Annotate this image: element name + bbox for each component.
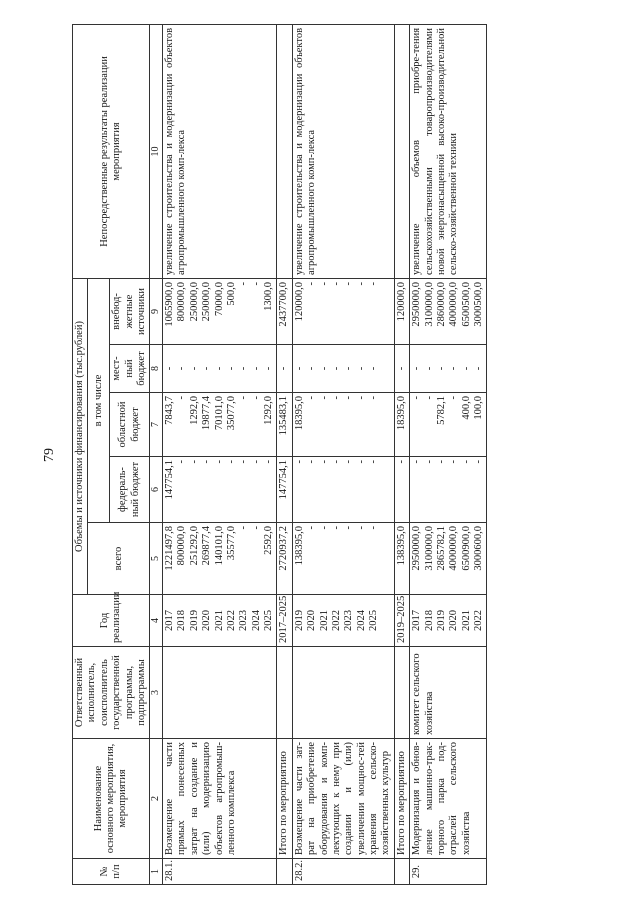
- row-local: [394, 345, 409, 393]
- row-federal: [394, 457, 409, 523]
- row-years-value: 2022: [330, 610, 342, 631]
- row-total-value: -: [368, 526, 380, 530]
- row-offbudget: [394, 278, 409, 344]
- row-local-value: -: [330, 366, 342, 371]
- column-number: 1: [150, 859, 163, 885]
- row-federal-value: -: [201, 460, 213, 464]
- header-regional: областной бюджет: [110, 393, 150, 457]
- row-no: 29.: [410, 859, 487, 885]
- header-total: всего: [88, 523, 150, 595]
- column-number: 8: [150, 345, 163, 393]
- row-regional-value: 70101,0: [213, 396, 225, 431]
- row-total: [277, 523, 292, 595]
- row-offbudget-value: 120000,0: [293, 281, 305, 322]
- column-number: 9: [150, 278, 163, 344]
- row-local-value: -: [293, 366, 305, 371]
- row-no: 28.1.: [163, 859, 277, 885]
- row-regional-value: 5782,1: [435, 396, 447, 425]
- row-no: [277, 859, 292, 885]
- row-name: Модернизация и обнов-ление машинно-трак-торного парка под-отраслей сельского хозяйства: [410, 739, 487, 859]
- row-regional-value: -: [306, 396, 318, 400]
- row-regional-value: 100,0: [473, 396, 485, 420]
- row-responsible: [292, 647, 394, 739]
- row-years-value: 2025: [368, 610, 380, 631]
- row-local-value: -: [411, 366, 423, 371]
- column-number: 4: [150, 595, 163, 647]
- column-number: 3: [150, 647, 163, 739]
- row-responsible: [394, 647, 409, 739]
- header-year: Год реализации: [73, 595, 150, 647]
- row-total-value: -: [343, 526, 355, 530]
- row-local-value: -: [263, 366, 275, 371]
- row-local: [163, 345, 277, 393]
- row-years-value: 2019: [293, 610, 305, 631]
- financing-table: [72, 24, 487, 885]
- row-local-value: -: [188, 366, 200, 371]
- row-years-value: 2018: [176, 610, 188, 631]
- column-number: 5: [150, 523, 163, 595]
- row-total-value: -: [238, 526, 250, 530]
- row-total-value: 6500900,0: [460, 526, 472, 571]
- header-results: Непосредственные результаты реализации мероприятия: [73, 24, 150, 278]
- row-years: [410, 595, 487, 647]
- row-years-value: 2020: [448, 610, 460, 631]
- header-volumes: Объемы и источники финансирования (тыс.рублей): [73, 278, 88, 594]
- row-regional-value: -: [355, 396, 367, 400]
- row-result: увеличение строительства и модернизации объектов агропромышленного комп-лекса: [292, 24, 394, 278]
- row-regional-value: -: [330, 396, 342, 400]
- column-number: 6: [150, 457, 163, 523]
- row-years-value: 2021: [318, 610, 330, 631]
- row-regional-value: -: [318, 396, 330, 400]
- row-federal-value: -: [306, 460, 318, 464]
- row-total-value: 2865782,1: [435, 526, 447, 571]
- row-offbudget-value: 2860000,0: [435, 281, 447, 327]
- row-years-value: 2023: [343, 610, 355, 631]
- row-regional-value: -: [423, 396, 435, 400]
- row-local: [277, 345, 292, 393]
- row-local: [292, 345, 394, 393]
- row-total-value: 2592,0: [263, 526, 275, 555]
- row-regional-value: 400,0: [460, 396, 472, 420]
- row-federal-value: -: [448, 460, 460, 464]
- row-local-value: -: [343, 366, 355, 371]
- row-local-value: -: [278, 366, 290, 371]
- row-regional-value: 18395,0: [293, 396, 305, 431]
- row-years-value: 2019–2025: [395, 595, 407, 643]
- row-years-value: 2019: [188, 610, 200, 631]
- row-years-value: 2017: [411, 610, 423, 631]
- row-years-value: 2025: [263, 610, 275, 631]
- table-row: [410, 24, 487, 884]
- row-regional-value: -: [176, 396, 188, 400]
- row-local-value: -: [213, 366, 225, 371]
- row-years: [163, 595, 277, 647]
- row-federal-value: -: [435, 460, 447, 464]
- row-federal-value: -: [188, 460, 200, 464]
- row-offbudget-value: -: [306, 281, 318, 286]
- table-row: [394, 24, 409, 884]
- row-federal-value: -: [225, 460, 237, 464]
- table-row: [292, 24, 394, 884]
- row-offbudget: [292, 278, 394, 344]
- row-no: [394, 859, 409, 885]
- row-federal-value: -: [343, 460, 355, 464]
- row-total-value: -: [250, 526, 262, 530]
- row-federal-value: -: [293, 460, 305, 464]
- row-local-value: -: [423, 366, 435, 371]
- row-total-value: 138395,0: [395, 526, 407, 566]
- rotated-table-area: [72, 25, 620, 885]
- row-result: увеличение объемов приобре-тения сельскохозяйственными товаропроизводителями новой энергонасыщенной высоко-производительной сельско-хозяйственной техники: [410, 24, 487, 278]
- row-local-value: -: [306, 366, 318, 371]
- row-offbudget-value: -: [368, 281, 380, 286]
- row-total-value: 1221497,8: [164, 526, 176, 571]
- row-local-value: -: [176, 366, 188, 371]
- row-responsible: комитет сельского хозяйства: [410, 647, 487, 739]
- row-federal-value: -: [368, 460, 380, 464]
- header-federal: федераль-ный бюджет: [110, 457, 150, 523]
- row-regional-value: -: [411, 396, 423, 400]
- row-offbudget: [410, 278, 487, 344]
- row-federal-value: -: [411, 460, 423, 464]
- header-name: Наименование основного мероприятия, мероприятия: [73, 739, 150, 859]
- row-local-value: -: [250, 366, 262, 371]
- row-local-value: -: [225, 366, 237, 371]
- row-local-value: -: [473, 366, 485, 371]
- row-regional-value: 35077,0: [225, 396, 237, 431]
- row-total-value: -: [318, 526, 330, 530]
- row-offbudget-value: -: [250, 281, 262, 286]
- row-total: [163, 523, 277, 595]
- row-offbudget-value: 1065900,0: [164, 281, 176, 327]
- row-total-value: 251292,0: [188, 526, 200, 566]
- row-local-value: -: [368, 366, 380, 371]
- row-local-value: -: [164, 366, 176, 371]
- row-regional-value: -: [343, 396, 355, 400]
- row-regional-value: -: [238, 396, 250, 400]
- row-federal-value: -: [250, 460, 262, 464]
- row-local-value: -: [435, 366, 447, 371]
- row-offbudget-value: 2950000,0: [411, 281, 423, 327]
- row-total-value: -: [306, 526, 318, 530]
- row-federal-value: -: [263, 460, 275, 464]
- row-total-value: 2720937,2: [278, 526, 290, 571]
- row-offbudget-value: 2437700,0: [278, 281, 290, 327]
- row-offbudget-value: 1300,0: [263, 281, 275, 311]
- row-result: увеличение строительства и модернизации объектов агропромышленного комп-лекса: [163, 24, 277, 278]
- row-total: [394, 523, 409, 595]
- row-regional-value: 135483,1: [278, 396, 290, 436]
- row-total-value: 3100000,0: [423, 526, 435, 571]
- row-offbudget-value: -: [343, 281, 355, 286]
- row-name: Итого по мероприятию: [394, 739, 409, 859]
- row-federal-value: -: [355, 460, 367, 464]
- row-offbudget-value: 6500500,0: [460, 281, 472, 327]
- row-federal-value: -: [176, 460, 188, 464]
- row-offbudget-value: -: [318, 281, 330, 286]
- row-regional: [410, 393, 487, 457]
- row-result: [277, 24, 292, 278]
- row-total-value: 3000600,0: [473, 526, 485, 571]
- row-offbudget-value: 120000,0: [395, 281, 407, 322]
- row-years-value: 2022: [473, 610, 485, 631]
- row-federal-value: 147754,1: [278, 460, 290, 500]
- row-federal-value: -: [473, 460, 485, 464]
- row-responsible: [277, 647, 292, 739]
- row-federal: [277, 457, 292, 523]
- row-regional-value: 1292,0: [263, 396, 275, 425]
- row-offbudget-value: 70000,0: [213, 281, 225, 317]
- row-regional-value: -: [368, 396, 380, 400]
- row-years-value: 2018: [423, 610, 435, 631]
- row-years-value: 2020: [306, 610, 318, 631]
- row-federal: [163, 457, 277, 523]
- row-name: Возмещение части зат-рат на приобретение оборудования и комп-лектующих к нему при создании и (или) увеличении мощнос-тей хранения сельско-хозяйственных культур: [292, 739, 394, 859]
- row-regional: [394, 393, 409, 457]
- row-local-value: -: [238, 366, 250, 371]
- row-offbudget-value: -: [355, 281, 367, 286]
- header-offbudget: внебюд-жетные источники: [110, 278, 150, 344]
- table-row: [163, 24, 277, 884]
- row-regional-value: 7843,7: [164, 396, 176, 425]
- row-years-value: 2017–2025: [278, 595, 290, 643]
- row-years-value: 2024: [355, 610, 367, 631]
- row-total-value: -: [330, 526, 342, 530]
- row-regional-value: -: [448, 396, 460, 400]
- row-federal-value: -: [213, 460, 225, 464]
- row-total-value: -: [355, 526, 367, 530]
- row-total-value: 800000,0: [176, 526, 188, 566]
- row-federal: [410, 457, 487, 523]
- row-years-value: 2017: [164, 610, 176, 631]
- row-years-value: 2024: [250, 610, 262, 631]
- column-number: 10: [150, 24, 163, 278]
- row-regional-value: 18395,0: [395, 396, 407, 431]
- row-years: [292, 595, 394, 647]
- row-offbudget-value: 800000,0: [176, 281, 188, 322]
- page-number-text: 79: [42, 448, 57, 462]
- row-offbudget-value: -: [330, 281, 342, 286]
- row-responsible: [163, 647, 277, 739]
- row-years-value: 2021: [213, 610, 225, 631]
- row-regional: [292, 393, 394, 457]
- row-total-value: 140101,0: [213, 526, 225, 566]
- row-total-value: 2950000,0: [411, 526, 423, 571]
- row-federal-value: -: [423, 460, 435, 464]
- table-row: [277, 24, 292, 884]
- row-offbudget-value: 250000,0: [188, 281, 200, 322]
- row-local: [410, 345, 487, 393]
- row-years-value: 2022: [225, 610, 237, 631]
- column-number-row: [150, 24, 163, 884]
- header-no: № п/п: [73, 859, 150, 885]
- row-offbudget: [163, 278, 277, 344]
- row-offbudget-value: 500,0: [225, 281, 237, 306]
- table-body: [163, 24, 487, 884]
- row-regional-value: -: [250, 396, 262, 400]
- row-offbudget-value: -: [238, 281, 250, 286]
- row-federal-value: -: [460, 460, 472, 464]
- row-total: [292, 523, 394, 595]
- row-years-value: 2023: [238, 610, 250, 631]
- row-result: [394, 24, 409, 278]
- row-years-value: 2020: [201, 610, 213, 631]
- header-local: мест-ный бюджет: [110, 345, 150, 393]
- row-offbudget-value: 3100000,0: [423, 281, 435, 327]
- row-regional: [277, 393, 292, 457]
- row-no: 28.2.: [292, 859, 394, 885]
- row-years: [277, 595, 292, 647]
- row-offbudget-value: 3000500,0: [473, 281, 485, 327]
- column-number: 2: [150, 739, 163, 859]
- row-total: [410, 523, 487, 595]
- row-local-value: -: [395, 366, 407, 371]
- row-regional: [163, 393, 277, 457]
- row-years-value: 2019: [435, 610, 447, 631]
- row-federal-value: -: [330, 460, 342, 464]
- row-name: Возмещение части прямых понесенных затрат на создание и (или) модернизацию объектов агропромыш-ленного комплекса: [163, 739, 277, 859]
- row-regional-value: 19877,4: [201, 396, 213, 431]
- row-total-value: 138395,0: [293, 526, 305, 566]
- row-federal-value: -: [395, 460, 407, 464]
- row-federal: [292, 457, 394, 523]
- row-local-value: -: [448, 366, 460, 371]
- header-responsible: Ответственный исполнитель, соисполнитель государственной программы, подпрограммы: [73, 647, 150, 739]
- row-total-value: 4000000,0: [448, 526, 460, 571]
- row-federal-value: -: [238, 460, 250, 464]
- row-federal-value: -: [318, 460, 330, 464]
- row-local-value: -: [318, 366, 330, 371]
- row-local-value: -: [355, 366, 367, 371]
- column-number: 7: [150, 393, 163, 457]
- row-local-value: -: [460, 366, 472, 371]
- row-offbudget-value: 4000000,0: [448, 281, 460, 327]
- row-name: Итого по мероприятию: [277, 739, 292, 859]
- row-offbudget-value: 250000,0: [201, 281, 213, 322]
- row-total-value: 269877,4: [201, 526, 213, 566]
- row-federal-value: 147754,1: [164, 460, 176, 500]
- row-total-value: 35577,0: [225, 526, 237, 561]
- row-years-value: 2021: [460, 610, 472, 631]
- header-incl: в том числе: [88, 278, 110, 522]
- table-header: [73, 24, 163, 884]
- row-local-value: -: [201, 366, 213, 371]
- row-offbudget: [277, 278, 292, 344]
- row-regional-value: 1292,0: [188, 396, 200, 425]
- row-years: [394, 595, 409, 647]
